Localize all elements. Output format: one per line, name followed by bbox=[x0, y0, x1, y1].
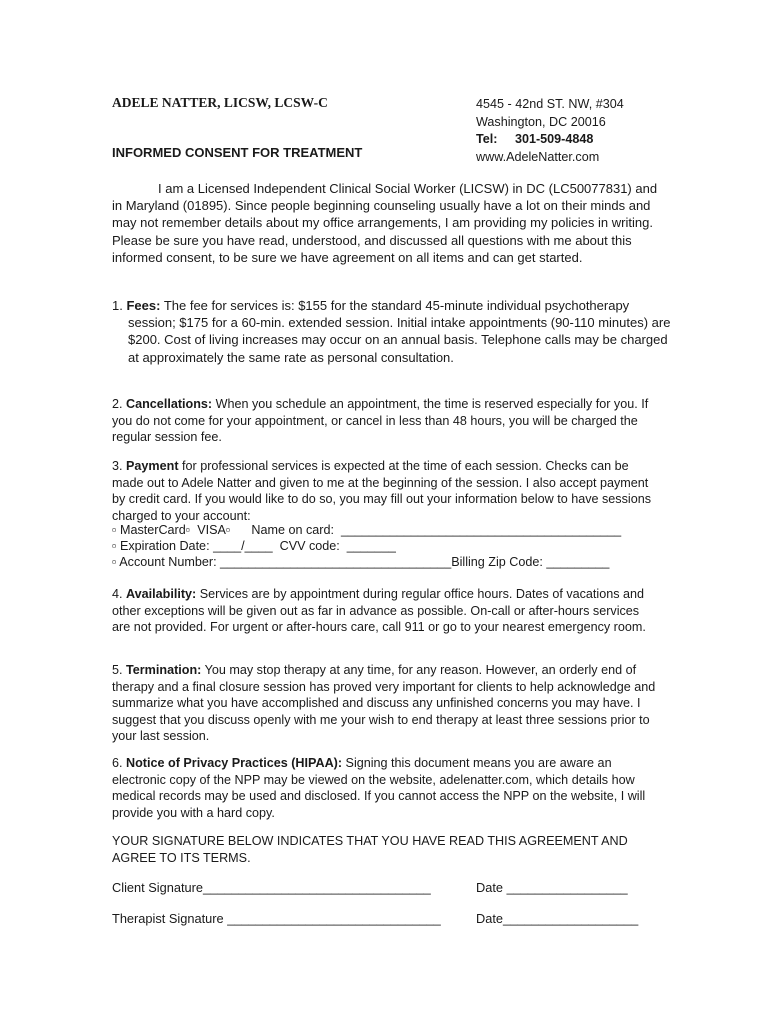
therapist-name: ADELE NATTER, LICSW, LCSW-C bbox=[112, 95, 328, 110]
tel-label: Tel: bbox=[476, 132, 498, 146]
intro-paragraph: I am a Licensed Independent Clinical Social Worker (LICSW) in DC (LC50077831) and in Maryland (01895). Since people beginning counseling usually have a lot on their minds and may not remember details about my office arrangements, I am providing my policies in writing. Please be sure you have read, understood, and discussed all questions with me about this informed consent, to be sure we have agreement on all items and can get started. bbox=[112, 181, 658, 265]
client-signature-field[interactable]: Client Signature________________________________ bbox=[112, 880, 431, 895]
section-privacy bbox=[112, 755, 660, 821]
section-text: The fee for services is: $155 for the standard 45-minute individual psychotherapy session; $175 for a 60-min. extended session. Initial intake appointments (90-110 minutes) are $200. Cost of living increases may occur on an annual basis. Telephone calls may be charged at approximately the same rate as personal consultation. bbox=[128, 298, 671, 365]
section-termination bbox=[112, 662, 660, 745]
account-zip-field[interactable]: ▫ Account Number: _________________________________Billing Zip Code: _________ bbox=[112, 555, 610, 569]
section-cancellations bbox=[112, 396, 660, 446]
section-label: Payment bbox=[126, 459, 179, 473]
section-text: Signing this document means you are aware an electronic copy of the NPP may be viewed on the website, adelenatter.com, which details how medical records may be used and disclosed. If you cannot access the NPP on the website, I will provide you with a hard copy. bbox=[112, 756, 646, 820]
client-date-field[interactable]: Date _________________ bbox=[476, 880, 628, 895]
tel-number: 301-509-4848 bbox=[514, 132, 594, 146]
therapist-date-field[interactable]: Date___________________ bbox=[476, 911, 639, 926]
section-fees bbox=[112, 297, 676, 366]
website-link[interactable]: www.AdeleNatter.com bbox=[476, 149, 600, 164]
therapist-signature-field[interactable]: Therapist Signature ______________________________ bbox=[112, 911, 441, 926]
section-label: Fees: bbox=[126, 298, 161, 313]
agreement-statement: YOUR SIGNATURE BELOW INDICATES THAT YOU HAVE READ THIS AGREEMENT AND AGREE TO ITS TERMS. bbox=[112, 834, 628, 865]
document-title: INFORMED CONSENT FOR TREATMENT bbox=[112, 145, 363, 160]
section-label: Availability: bbox=[126, 587, 197, 601]
contact-block bbox=[476, 96, 624, 166]
section-number: 1. bbox=[112, 298, 127, 313]
section-label: Cancellations: bbox=[126, 397, 213, 411]
section-text: for professional services is expected at the time of each session. Checks can be made out to Adele Natter and given to me at the beginning of the session. I also accept payment by credit card. If you would like to do so, you may fill out your information below to have sessions charged to your account: bbox=[112, 459, 651, 523]
section-number: 2. bbox=[112, 397, 127, 411]
address-line-2: Washington, DC 20016 bbox=[476, 114, 606, 129]
section-number: 5. bbox=[112, 663, 127, 677]
telephone-line bbox=[476, 131, 624, 149]
section-text: Services are by appointment during regular office hours. Dates of vacations and other exceptions will be given out as far in advance as possible. On-call or after-hours services are not provided. For urgent or after-hours care, call 911 or go to your nearest emergency room. bbox=[112, 587, 646, 635]
section-number: 6. bbox=[112, 756, 127, 770]
card-type-name-field[interactable]: ▫ MasterCard▫ VISA▫ Name on card: ________________________________________ bbox=[112, 523, 622, 537]
section-availability bbox=[112, 586, 660, 636]
section-text: When you schedule an appointment, the time is reserved especially for you. If you do not come for your appointment, or cancel in less than 48 hours, you will be charged the regular session fee. bbox=[112, 397, 649, 445]
section-label: Notice of Privacy Practices (HIPAA): bbox=[126, 756, 343, 770]
expiration-cvv-field[interactable]: ▫ Expiration Date: ____/____ CVV code: _______ bbox=[112, 539, 396, 553]
section-payment bbox=[112, 458, 660, 524]
section-label: Termination: bbox=[126, 663, 202, 677]
address-line-1: 4545 - 42nd ST. NW, #304 bbox=[476, 97, 624, 111]
section-text: You may stop therapy at any time, for any reason. However, an orderly end of therapy and a final closure session has proved very important for clients to help acknowledge and summarize what you have accomplished and discuss any unfinished concerns you may have. I suggest that you discuss openly with me your wish to end therapy at least three sessions prior to your last session. bbox=[112, 663, 656, 744]
section-number: 4. bbox=[112, 587, 127, 601]
section-number: 3. bbox=[112, 459, 127, 473]
